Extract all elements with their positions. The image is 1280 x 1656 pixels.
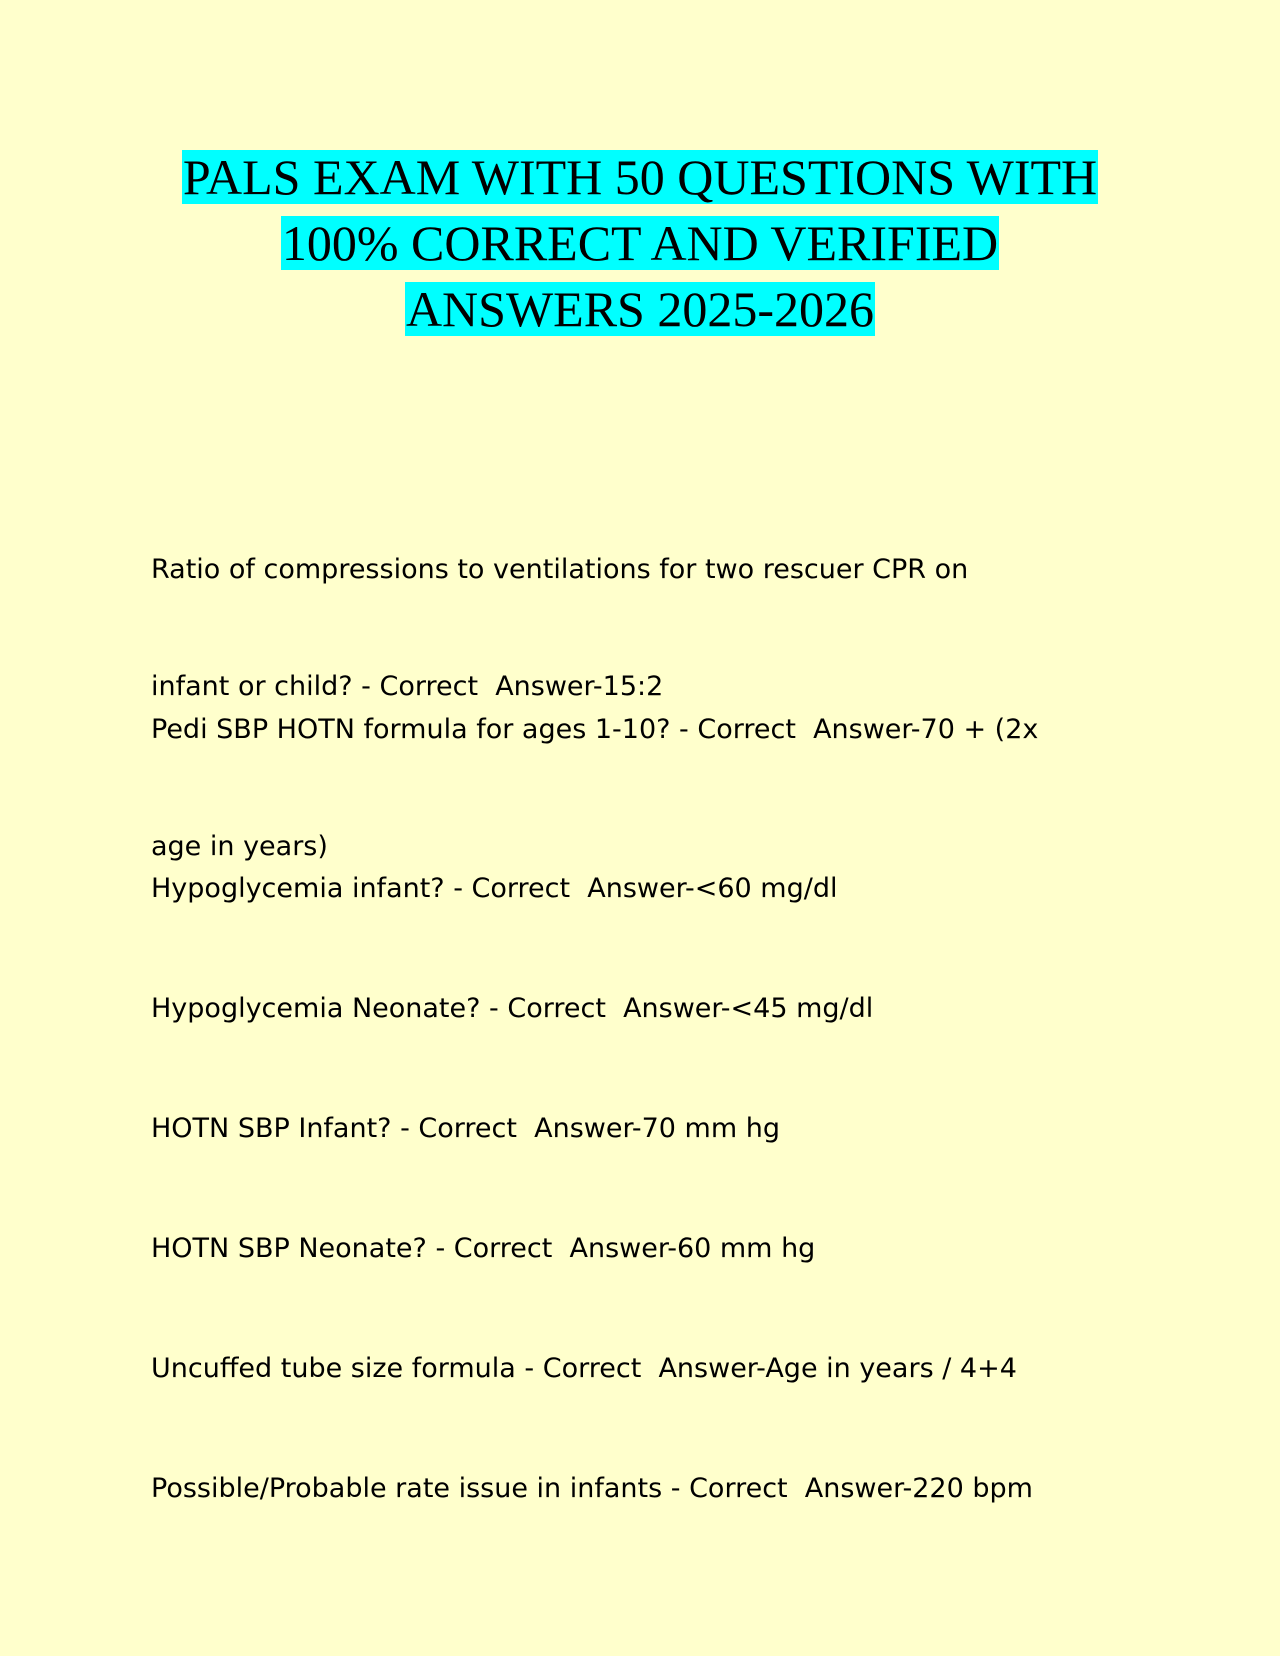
qa-item-2-line-2: age in years) xyxy=(151,831,328,862)
qa-item-3-line-1: Hypoglycemia infant? - Correct Answer-<60 mg/dl xyxy=(151,873,838,904)
document-title xyxy=(140,146,1140,344)
qa-item-6-line-1: HOTN SBP Neonate? - Correct Answer-60 mm hg xyxy=(151,1233,816,1264)
qa-item-8-line-1: Possible/Probable rate issue in infants - Correct Answer-220 bpm xyxy=(151,1473,1033,1504)
title-line-1: PALS EXAM WITH 50 QUESTIONS WITH xyxy=(182,149,1098,205)
title-line-2: 100% CORRECT AND VERIFIED xyxy=(281,215,999,271)
qa-item-1-line-2: infant or child? - Correct Answer-15:2 xyxy=(151,671,664,702)
qa-item-1-line-1: Ratio of compressions to ventilations for two rescuer CPR on xyxy=(151,554,969,585)
qa-item-2-line-1: Pedi SBP HOTN formula for ages 1-10? - Correct Answer-70 + (2x xyxy=(151,714,1039,745)
title-line-3: ANSWERS 2025-2026 xyxy=(405,281,875,337)
qa-item-7-line-1: Uncuffed tube size formula - Correct Answer-Age in years / 4+4 xyxy=(151,1353,1017,1384)
qa-item-5-line-1: HOTN SBP Infant? - Correct Answer-70 mm hg xyxy=(151,1113,780,1144)
qa-item-4-line-1: Hypoglycemia Neonate? - Correct Answer-<45 mg/dl xyxy=(151,993,874,1024)
qa-item-8 xyxy=(151,1391,1141,1586)
